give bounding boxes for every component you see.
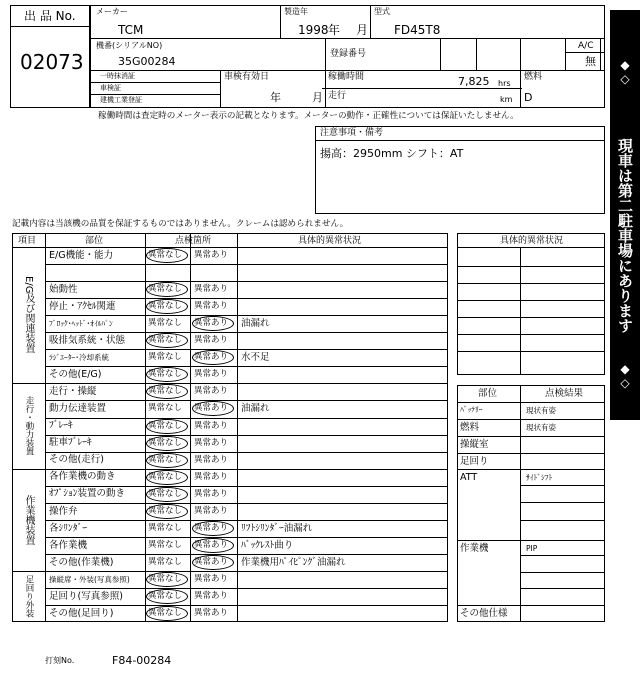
result-value: ｻｲﾄﾞｼﾌﾄ <box>526 473 553 482</box>
row-line <box>45 605 448 606</box>
status-normal[interactable]: 異常なし <box>148 505 183 516</box>
serial-label: 機番(シリアルNO) <box>96 41 163 50</box>
status-abnormal[interactable]: 異常あり <box>194 591 229 601</box>
hours-label: 稼働時間 <box>328 72 365 82</box>
result-row-line <box>457 419 605 420</box>
status-abnormal[interactable]: 異常あり <box>194 454 229 465</box>
status-normal[interactable]: 異常なし <box>148 250 183 260</box>
model-label: 型式 <box>374 7 390 16</box>
inspection-label: 車検有効日 <box>224 72 270 82</box>
header-part: 部位 <box>85 236 104 246</box>
detail-text: ﾘﾌﾄｼﾘﾝﾀﾞｰ油漏れ <box>241 522 313 534</box>
run-label: 走行 <box>328 91 347 101</box>
row-line <box>45 554 448 555</box>
part-label: 吸排気系統・状態 <box>49 335 126 347</box>
part-label: ﾗｼﾞｴｰﾀｰ･冷却系統 <box>49 353 109 363</box>
status-abnormal[interactable]: 異常あり <box>194 369 229 380</box>
normal-circle <box>146 453 188 468</box>
row-line <box>45 366 448 367</box>
result-sub-line <box>520 520 605 521</box>
part-label: E/G機能・能力 <box>49 249 114 261</box>
inspection-year-unit: 年 <box>270 91 281 104</box>
column-line-3 <box>237 233 238 622</box>
result-sub-line <box>520 555 605 556</box>
part-label: 各作業機の動き <box>49 471 116 483</box>
abnormal-circle <box>192 521 234 536</box>
hrs-unit: hrs <box>498 79 511 88</box>
result-value: 現状有姿 <box>526 423 556 432</box>
status-abnormal[interactable]: 異常あり <box>194 420 229 431</box>
group-line <box>12 571 448 572</box>
detail-row-line <box>457 283 605 284</box>
normal-circle <box>146 419 188 434</box>
year-unit: 年 <box>328 23 341 37</box>
part-label: 停止・ｱｸｾﾙ関連 <box>49 300 116 312</box>
group-label-3: 足回り外装 <box>24 575 34 618</box>
result-row-line <box>457 436 605 437</box>
row-line <box>45 418 448 419</box>
detail-row-line <box>457 300 605 301</box>
status-abnormal[interactable]: 異常あり <box>194 573 229 584</box>
group-label-0: E/G及び関連装置 <box>23 276 34 354</box>
ac-value: 無 <box>585 55 596 68</box>
result-part: 操縦室 <box>460 439 489 450</box>
result-part: 作業機 <box>460 543 489 554</box>
normal-circle <box>146 589 188 604</box>
stamp-number: F84-00284 <box>112 654 172 667</box>
result-part: ATT <box>460 472 478 483</box>
status-abnormal[interactable]: 異常あり <box>194 284 229 295</box>
part-label: ﾌﾞﾚｰｷ <box>49 420 73 432</box>
side-banner-mark-bottom: ◆◇ <box>618 362 632 390</box>
status-abnormal[interactable]: 異常あり <box>194 608 229 619</box>
part-label: 走行・操縦 <box>49 386 97 398</box>
detail-row-line <box>457 317 605 318</box>
status-abnormal[interactable]: 異常あり <box>194 318 229 329</box>
status-normal[interactable]: 異常なし <box>148 369 183 380</box>
status-normal[interactable]: 異常なし <box>148 591 183 601</box>
model-value: FD45T8 <box>394 23 441 37</box>
part-label: ｵﾌﾟｼｮﾝ装置の動き <box>49 488 126 500</box>
part-label: その他(E/G) <box>49 369 102 381</box>
part-label: 駐車ﾌﾞﾚｰｷ <box>49 437 92 449</box>
result-frame <box>457 385 605 622</box>
detail-text: 水不足 <box>241 352 270 364</box>
result-row-line <box>457 540 605 541</box>
result-row-line <box>457 453 605 454</box>
row-line <box>45 588 448 589</box>
status-abnormal[interactable]: 異常あり <box>194 556 229 567</box>
part-label: ﾌﾞﾛｯｸ･ﾍｯﾄﾞ･ｵｲﾙﾊﾟﾝ <box>49 318 113 328</box>
inspection-month-unit: 月 <box>312 91 323 104</box>
result-sub-line <box>520 572 605 573</box>
status-abnormal[interactable]: 異常あり <box>194 488 229 499</box>
normal-circle <box>146 248 188 263</box>
result-header-result: 点検結果 <box>545 388 584 399</box>
status-abnormal[interactable]: 異常あり <box>194 539 229 550</box>
result-part: 燃料 <box>460 422 480 433</box>
status-abnormal[interactable]: 異常あり <box>194 250 229 260</box>
status-normal[interactable]: 異常なし <box>148 301 183 312</box>
group-line <box>12 469 448 470</box>
detail-row-line <box>457 266 605 267</box>
notes-label: 注意事項・備考 <box>320 128 384 138</box>
part-label: その他(足回り) <box>49 607 114 619</box>
status-abnormal[interactable]: 異常あり <box>194 352 229 363</box>
part-label: 操縦席・外装(写真参照) <box>49 574 130 584</box>
year-value: 1998 <box>298 23 329 37</box>
status-abnormal[interactable]: 異常あり <box>194 505 229 516</box>
row-line <box>45 400 448 401</box>
part-label: その他(走行) <box>49 454 104 466</box>
lot-label: 出 品 No. <box>24 9 76 23</box>
status-normal[interactable]: 異常なし <box>148 556 183 567</box>
km-unit: km <box>500 95 513 104</box>
side-banner <box>610 10 640 420</box>
serial-value: 35G00284 <box>118 55 176 68</box>
status-normal[interactable]: 異常なし <box>148 471 183 482</box>
detail-col-line <box>520 247 521 375</box>
month-unit: 月 <box>356 23 369 37</box>
header-line <box>12 247 448 248</box>
detail-text: 作業機用ﾊﾟｲﾋﾟﾝｸﾞ油漏れ <box>241 556 346 568</box>
status-abnormal[interactable]: 異常あり <box>194 522 229 533</box>
disclaimer-hours: 稼働時間は査定時のメーター表示の記載となります。メーターの動作・正確性については保証いたしません。 <box>98 111 519 121</box>
row-line <box>45 435 448 436</box>
vehicle-cert-label: 車検証 <box>100 84 121 92</box>
normal-circle <box>146 487 188 502</box>
status-abnormal[interactable]: 異常あり <box>194 335 229 346</box>
work-cert-label: 建機工業登証 <box>100 96 142 104</box>
normal-circle <box>146 606 188 621</box>
stamp-label: 打刻No. <box>45 656 75 665</box>
result-header-part: 部位 <box>478 388 498 399</box>
result-col-line <box>520 385 521 622</box>
status-abnormal[interactable]: 異常あり <box>194 471 229 482</box>
status-normal[interactable]: 異常なし <box>148 539 183 550</box>
row-line <box>45 332 448 333</box>
normal-circle <box>146 504 188 519</box>
status-normal[interactable]: 異常なし <box>148 488 183 499</box>
normal-circle <box>146 470 188 485</box>
column-line-2 <box>190 233 191 622</box>
disclaimer-quality: 記載内容は当該機の品質を保証するものではありません。クレームは認められません。 <box>12 219 349 229</box>
result-sub-line <box>520 588 605 589</box>
part-label: 各作業機 <box>49 539 88 551</box>
side-banner-mark-top: ◆◇ <box>618 58 632 86</box>
detail-text: ﾊﾞｯｸﾚｽﾄ曲り <box>241 539 294 551</box>
status-normal[interactable]: 異常なし <box>148 386 183 397</box>
lot-number: 02073 <box>20 50 84 74</box>
abnormal-circle <box>192 555 234 570</box>
row-line <box>45 281 448 282</box>
status-normal[interactable]: 異常なし <box>148 437 183 448</box>
result-value: PIP <box>526 544 538 553</box>
ac-label: A/C <box>578 41 594 51</box>
row-line <box>45 486 448 487</box>
result-part: 足回り <box>460 456 489 467</box>
status-normal[interactable]: 異常なし <box>148 420 183 431</box>
normal-circle <box>146 572 188 587</box>
notes-text: 揚高：2950mm シフト：AT <box>320 147 464 160</box>
result-value: 現状有姿 <box>526 406 556 415</box>
status-normal[interactable]: 異常なし <box>148 522 183 533</box>
abnormal-circle <box>192 538 234 553</box>
status-normal[interactable]: 異常なし <box>148 454 183 465</box>
year-label: 製造年 <box>284 7 308 16</box>
fuel-value: D <box>524 91 533 104</box>
part-label: 動力伝達装置 <box>49 403 107 415</box>
row-line <box>45 452 448 453</box>
result-row-line <box>457 469 605 470</box>
part-label: 各ｼﾘﾝﾀﾞｰ <box>49 522 88 534</box>
result-part: その他仕様 <box>460 608 508 619</box>
status-normal[interactable]: 異常なし <box>148 573 183 584</box>
row-line <box>45 315 448 316</box>
row-line <box>45 520 448 521</box>
status-normal[interactable]: 異常なし <box>148 352 183 363</box>
result-row-line <box>457 605 605 606</box>
detail-header-line <box>457 247 605 248</box>
part-label: 始動性 <box>49 283 78 295</box>
group-label-2: 作業機装置 <box>23 494 34 545</box>
temp-cert-label: 一時抹消証 <box>100 72 135 80</box>
result-sub-line <box>520 502 605 503</box>
status-abnormal[interactable]: 異常あり <box>194 437 229 448</box>
status-normal[interactable]: 異常なし <box>148 318 183 329</box>
row-line <box>45 349 448 350</box>
header-check: 点検箇所 <box>175 236 212 246</box>
detail-frame <box>457 233 605 375</box>
result-part: ﾊﾞｯﾃﾘｰ <box>460 405 483 414</box>
part-label: 足回り(写真参照) <box>49 590 123 602</box>
row-line <box>45 537 448 538</box>
status-normal[interactable]: 異常なし <box>148 284 183 295</box>
group-line <box>12 383 448 384</box>
reg-label: 登録番号 <box>330 49 367 59</box>
normal-circle <box>146 436 188 451</box>
status-normal[interactable]: 異常なし <box>148 335 183 346</box>
column-line-0 <box>45 233 46 622</box>
detail-header: 具体的異常状況 <box>500 236 564 246</box>
maker-label: メーカー <box>96 7 128 16</box>
detail-text: 油漏れ <box>241 318 270 330</box>
side-banner-text: 現車は第二駐車場にあります <box>616 137 634 333</box>
row-line <box>45 503 448 504</box>
fuel-label: 燃料 <box>524 72 543 82</box>
status-normal[interactable]: 異常なし <box>148 403 183 414</box>
part-label: その他(作業機) <box>49 556 114 568</box>
header-detail: 具体的異常状況 <box>298 236 362 246</box>
row-line <box>45 264 448 265</box>
status-abnormal[interactable]: 異常あり <box>194 403 229 414</box>
status-abnormal[interactable]: 異常あり <box>194 386 229 397</box>
detail-row-line <box>457 351 605 352</box>
result-sub-line <box>520 485 605 486</box>
detail-row-line <box>457 334 605 335</box>
detail-text: 油漏れ <box>241 403 270 415</box>
part-label: 操作弁 <box>49 505 78 517</box>
header-item: 項目 <box>18 236 37 246</box>
result-row-line <box>457 402 605 403</box>
status-abnormal[interactable]: 異常あり <box>194 301 229 312</box>
row-line <box>45 298 448 299</box>
hours-value: 7,825 <box>458 75 490 88</box>
group-label-1: 走行・動力装置 <box>24 396 34 456</box>
status-normal[interactable]: 異常なし <box>148 608 183 619</box>
maker-value: TCM <box>118 23 144 37</box>
